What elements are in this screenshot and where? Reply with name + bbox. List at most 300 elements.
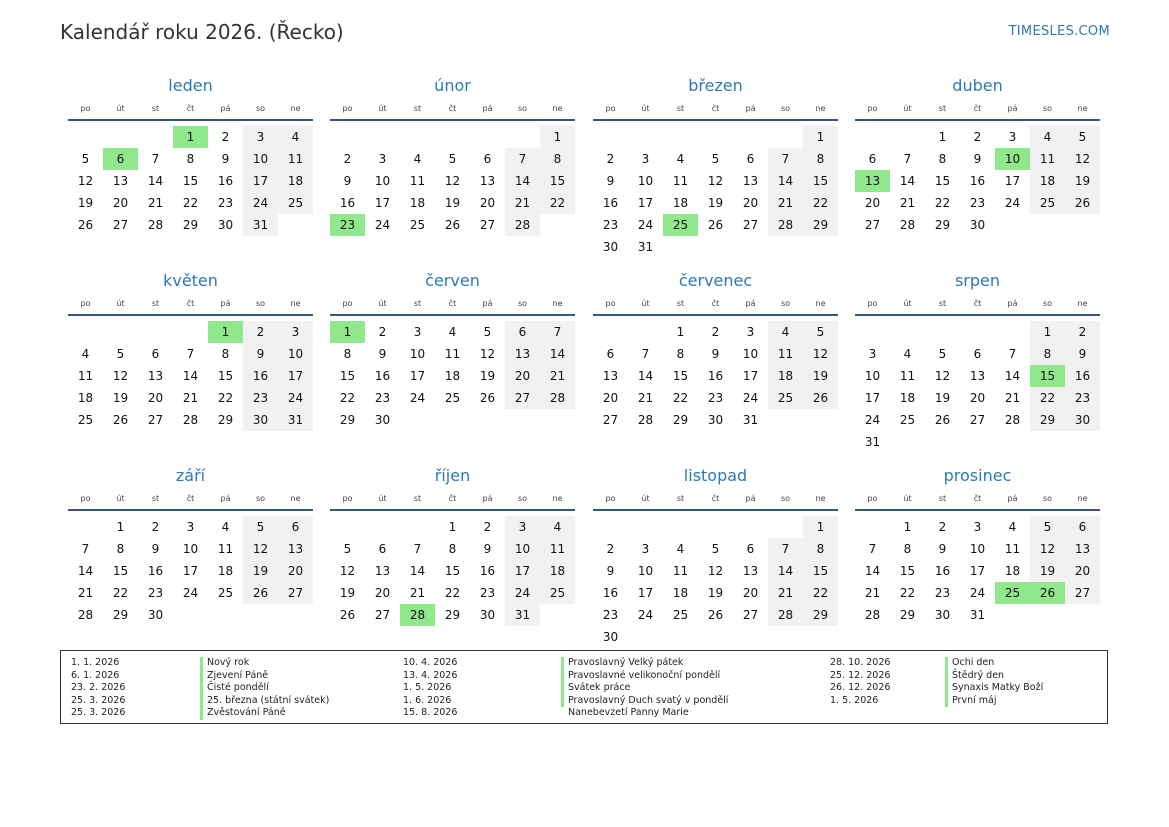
weekday-label: so — [1042, 299, 1053, 308]
month-4 — [68, 269, 313, 431]
empty-cell — [330, 126, 365, 148]
empty-cell — [1065, 604, 1100, 626]
empty-cell — [1030, 214, 1065, 236]
weekday-label: út — [378, 104, 387, 113]
empty-cell — [855, 516, 890, 538]
empty-cell — [628, 126, 663, 148]
month-name: květen — [163, 271, 218, 290]
day-cell: 26 — [77, 218, 94, 232]
holiday-day-cell: 23 — [330, 214, 365, 236]
weekday-label: pá — [220, 494, 231, 503]
day-cell: 31 — [243, 214, 278, 236]
day-cell: 27 — [479, 218, 496, 232]
legend-holiday-name: Zjevení Páně — [200, 670, 329, 683]
empty-cell — [540, 409, 575, 431]
weekday-label: čt — [711, 494, 720, 503]
day-cell: 14 — [409, 564, 426, 578]
day-cell: 7 — [151, 152, 160, 166]
day-cell: 30 — [217, 218, 234, 232]
day-cell: 23 — [969, 196, 986, 210]
day-cell: 9 — [606, 564, 615, 578]
day-cell: 13 — [147, 369, 164, 383]
day-cell: 31 — [505, 604, 540, 626]
day-cell: 4 — [1008, 520, 1017, 534]
legend-holiday-name: 25. března (státní svátek) — [200, 695, 329, 708]
legend-holiday-name: Pravoslavné velikonoční pondělí — [561, 670, 728, 683]
day-cell: 20 — [602, 391, 619, 405]
legend-date: 1. 5. 2026 — [830, 694, 879, 706]
weekday-label: pá — [1007, 104, 1018, 113]
day-cell: 27 — [147, 413, 164, 427]
day-cell: 21 — [409, 586, 426, 600]
day-cell: 6 — [378, 542, 387, 556]
day-cell: 24 — [243, 192, 278, 214]
empty-cell — [173, 604, 208, 626]
day-cell: 16 — [969, 174, 986, 188]
day-cell: 19 — [1065, 170, 1100, 192]
weekday-label: čt — [711, 104, 720, 113]
day-cell: 10 — [182, 542, 199, 556]
day-cell: 21 — [147, 196, 164, 210]
weekday-label: so — [780, 299, 791, 308]
day-cell: 26 — [934, 413, 951, 427]
day-cell: 16 — [217, 174, 234, 188]
weekday-label: ne — [1077, 299, 1088, 308]
day-cell: 7 — [641, 347, 650, 361]
day-cell: 7 — [903, 152, 912, 166]
day-cell: 14 — [182, 369, 199, 383]
day-grid — [330, 316, 575, 431]
day-cell: 13 — [479, 174, 496, 188]
day-cell: 6 — [505, 321, 540, 343]
legend-names-col-2 — [561, 657, 728, 720]
day-cell: 8 — [343, 347, 352, 361]
day-cell: 29 — [217, 413, 234, 427]
legend-date: 1. 6. 2026 — [403, 694, 452, 706]
day-cell: 21 — [768, 192, 803, 214]
day-cell: 31 — [969, 608, 986, 622]
weekday-label: st — [938, 494, 947, 503]
day-cell: 7 — [768, 148, 803, 170]
day-cell: 15 — [444, 564, 461, 578]
day-cell: 19 — [243, 560, 278, 582]
day-cell: 13 — [1065, 538, 1100, 560]
day-cell: 14 — [864, 564, 881, 578]
day-cell: 12 — [339, 564, 356, 578]
empty-cell — [803, 409, 838, 431]
day-cell: 2 — [606, 542, 615, 556]
legend-date: 1. 5. 2026 — [403, 682, 452, 694]
empty-cell — [960, 431, 995, 453]
day-cell: 8 — [221, 347, 230, 361]
day-cell: 20 — [479, 196, 496, 210]
day-cell: 1 — [938, 130, 947, 144]
day-cell: 18 — [768, 365, 803, 387]
day-cell: 31 — [637, 240, 654, 254]
empty-cell — [1030, 431, 1065, 453]
day-cell: 7 — [768, 538, 803, 560]
weekday-label: ne — [290, 299, 301, 308]
day-cell: 11 — [278, 148, 313, 170]
weekday-label: pá — [1007, 494, 1018, 503]
empty-cell — [803, 236, 838, 258]
day-cell: 18 — [672, 196, 689, 210]
weekday-label: pá — [745, 104, 756, 113]
day-cell: 21 — [864, 586, 881, 600]
day-cell: 10 — [637, 174, 654, 188]
day-cell: 10 — [374, 174, 391, 188]
empty-cell — [995, 431, 1030, 453]
empty-cell — [698, 236, 733, 258]
weekday-header — [330, 293, 575, 316]
day-cell: 10 — [969, 542, 986, 556]
weekday-label: po — [605, 299, 616, 308]
holiday-day-cell: 25 — [663, 214, 698, 236]
empty-cell — [138, 321, 173, 343]
day-cell: 22 — [339, 391, 356, 405]
weekday-label: út — [903, 494, 912, 503]
weekday-label: po — [867, 299, 878, 308]
weekday-label: čt — [711, 299, 720, 308]
empty-cell — [663, 126, 698, 148]
weekday-header — [593, 488, 838, 511]
month-3 — [855, 74, 1100, 236]
day-cell: 19 — [112, 391, 129, 405]
weekday-label: út — [378, 299, 387, 308]
empty-cell — [995, 321, 1030, 343]
legend-date: 10. 4. 2026 — [403, 657, 458, 668]
day-cell: 1 — [903, 520, 912, 534]
day-cell: 30 — [602, 240, 619, 254]
empty-cell — [768, 126, 803, 148]
month-name: červen — [425, 271, 480, 290]
day-cell: 19 — [707, 196, 724, 210]
day-cell: 22 — [182, 196, 199, 210]
day-cell: 14 — [637, 369, 654, 383]
day-cell: 22 — [934, 196, 951, 210]
day-cell: 27 — [742, 218, 759, 232]
day-cell: 5 — [1030, 516, 1065, 538]
legend-date: 6. 1. 2026 — [71, 669, 120, 681]
day-cell: 19 — [707, 586, 724, 600]
weekday-label: ne — [1077, 494, 1088, 503]
weekday-label: út — [378, 494, 387, 503]
day-cell: 18 — [1030, 170, 1065, 192]
day-cell: 23 — [707, 391, 724, 405]
day-grid — [330, 121, 575, 236]
weekday-label: po — [80, 104, 91, 113]
day-cell: 18 — [278, 170, 313, 192]
day-cell: 26 — [479, 391, 496, 405]
empty-cell — [435, 126, 470, 148]
day-cell: 11 — [444, 347, 461, 361]
day-cell: 27 — [864, 218, 881, 232]
empty-cell — [505, 126, 540, 148]
day-cell: 20 — [112, 196, 129, 210]
empty-cell — [663, 626, 698, 648]
weekday-header — [330, 488, 575, 511]
day-cell: 17 — [409, 369, 426, 383]
day-cell: 5 — [448, 152, 457, 166]
empty-cell — [1065, 431, 1100, 453]
weekday-label: čt — [973, 494, 982, 503]
legend-date: 1. 1. 2026 — [71, 657, 120, 668]
day-cell: 25 — [768, 387, 803, 409]
weekday-label: čt — [448, 104, 457, 113]
weekday-label: út — [903, 299, 912, 308]
empty-cell — [330, 516, 365, 538]
day-cell: 17 — [637, 586, 654, 600]
brand-link[interactable]: TIMESLES.COM — [1008, 24, 1110, 39]
legend-holiday-name: Štědrý den — [945, 670, 1043, 683]
legend-holiday-name: Nový rok — [200, 657, 329, 670]
legend-dates-col-2 — [403, 657, 457, 720]
day-cell: 22 — [803, 582, 838, 604]
day-cell: 25 — [899, 413, 916, 427]
day-cell: 24 — [969, 586, 986, 600]
day-cell: 7 — [413, 542, 422, 556]
empty-cell — [925, 321, 960, 343]
day-cell: 2 — [151, 520, 160, 534]
day-cell: 6 — [1065, 516, 1100, 538]
weekday-label: po — [342, 104, 353, 113]
day-cell: 26 — [803, 387, 838, 409]
legend-names-col-3 — [945, 657, 1043, 707]
weekday-label: so — [780, 104, 791, 113]
weekday-label: po — [342, 494, 353, 503]
day-cell: 16 — [339, 196, 356, 210]
day-cell: 29 — [899, 608, 916, 622]
holiday-day-cell: 1 — [173, 126, 208, 148]
day-cell: 17 — [243, 170, 278, 192]
day-cell: 5 — [483, 325, 492, 339]
weekday-label: po — [80, 494, 91, 503]
day-cell: 15 — [899, 564, 916, 578]
empty-cell — [855, 126, 890, 148]
day-cell: 16 — [707, 369, 724, 383]
day-cell: 10 — [409, 347, 426, 361]
day-cell: 11 — [217, 542, 234, 556]
day-cell: 4 — [768, 321, 803, 343]
empty-cell — [173, 321, 208, 343]
month-1 — [330, 74, 575, 236]
day-cell: 7 — [868, 542, 877, 556]
empty-cell — [470, 409, 505, 431]
month-name: březen — [688, 76, 743, 95]
weekday-label: út — [641, 494, 650, 503]
day-cell: 28 — [147, 218, 164, 232]
day-cell: 18 — [540, 560, 575, 582]
day-cell: 21 — [1004, 391, 1021, 405]
day-cell: 27 — [969, 413, 986, 427]
empty-cell — [103, 126, 138, 148]
day-cell: 22 — [672, 391, 689, 405]
weekday-label: ne — [815, 299, 826, 308]
day-cell: 8 — [448, 542, 457, 556]
legend-holiday-name: Pravoslavný Duch svatý v pondělí — [561, 695, 728, 708]
weekday-label: so — [255, 299, 266, 308]
day-cell: 11 — [899, 369, 916, 383]
day-cell: 16 — [243, 365, 278, 387]
day-cell: 27 — [112, 218, 129, 232]
day-cell: 26 — [339, 608, 356, 622]
day-cell: 7 — [540, 321, 575, 343]
month-name: prosinec — [943, 466, 1012, 485]
weekday-label: po — [867, 104, 878, 113]
day-cell: 25 — [217, 586, 234, 600]
day-cell: 14 — [768, 170, 803, 192]
day-cell: 9 — [151, 542, 160, 556]
day-cell: 5 — [243, 516, 278, 538]
empty-cell — [768, 626, 803, 648]
day-grid — [330, 511, 575, 626]
day-cell: 14 — [899, 174, 916, 188]
day-cell: 3 — [868, 347, 877, 361]
empty-cell — [698, 126, 733, 148]
day-cell: 28 — [540, 387, 575, 409]
weekday-label: pá — [482, 104, 493, 113]
legend-date: 28. 10. 2026 — [830, 657, 891, 668]
weekday-label: pá — [220, 104, 231, 113]
day-grid — [68, 511, 313, 626]
month-0 — [68, 74, 313, 236]
empty-cell — [593, 126, 628, 148]
day-cell: 16 — [602, 586, 619, 600]
day-cell: 29 — [182, 218, 199, 232]
day-cell: 18 — [444, 369, 461, 383]
weekday-label: st — [151, 494, 160, 503]
legend-holiday-name: Synaxis Matky Boží — [945, 682, 1043, 695]
month-name: říjen — [434, 466, 471, 485]
day-cell: 27 — [278, 582, 313, 604]
day-cell: 16 — [1065, 365, 1100, 387]
day-cell: 14 — [540, 343, 575, 365]
weekday-header — [330, 98, 575, 121]
weekday-label: po — [80, 299, 91, 308]
day-cell: 20 — [742, 586, 759, 600]
month-10 — [593, 464, 838, 648]
day-cell: 26 — [707, 218, 724, 232]
empty-cell — [208, 604, 243, 626]
empty-cell — [138, 126, 173, 148]
empty-cell — [890, 321, 925, 343]
day-cell: 10 — [864, 369, 881, 383]
weekday-label: čt — [973, 299, 982, 308]
day-cell: 12 — [707, 564, 724, 578]
day-cell: 17 — [278, 365, 313, 387]
empty-cell — [593, 516, 628, 538]
weekday-label: ne — [290, 494, 301, 503]
holiday-legend — [60, 650, 1108, 724]
day-cell: 8 — [803, 538, 838, 560]
day-grid — [68, 121, 313, 236]
empty-cell — [278, 604, 313, 626]
day-cell: 14 — [77, 564, 94, 578]
holiday-day-cell: 25 — [995, 582, 1030, 604]
weekday-label: ne — [290, 104, 301, 113]
day-cell: 7 — [81, 542, 90, 556]
legend-holiday-name: Pravoslavný Velký pátek — [561, 657, 728, 670]
legend-names-col-1 — [200, 657, 329, 720]
day-cell: 22 — [1030, 387, 1065, 409]
day-cell: 19 — [1030, 560, 1065, 582]
day-cell: 9 — [243, 343, 278, 365]
day-cell: 6 — [483, 152, 492, 166]
empty-cell — [995, 604, 1030, 626]
day-cell: 24 — [637, 608, 654, 622]
day-cell: 30 — [1065, 409, 1100, 431]
day-cell: 11 — [540, 538, 575, 560]
day-cell: 20 — [969, 391, 986, 405]
day-cell: 25 — [444, 391, 461, 405]
day-cell: 2 — [973, 130, 982, 144]
day-cell: 18 — [217, 564, 234, 578]
weekday-label: čt — [448, 299, 457, 308]
day-cell: 8 — [903, 542, 912, 556]
empty-cell — [628, 626, 663, 648]
day-cell: 24 — [374, 218, 391, 232]
day-cell: 16 — [147, 564, 164, 578]
month-9 — [330, 464, 575, 626]
day-cell: 17 — [182, 564, 199, 578]
month-7 — [855, 269, 1100, 453]
day-cell: 25 — [278, 192, 313, 214]
day-cell: 2 — [221, 130, 230, 144]
day-cell: 15 — [217, 369, 234, 383]
day-cell: 11 — [1030, 148, 1065, 170]
weekday-label: po — [605, 104, 616, 113]
day-cell: 2 — [243, 321, 278, 343]
day-cell: 28 — [505, 214, 540, 236]
holiday-day-cell: 28 — [400, 604, 435, 626]
day-cell: 5 — [938, 347, 947, 361]
day-cell: 4 — [903, 347, 912, 361]
day-cell: 30 — [479, 608, 496, 622]
day-cell: 24 — [742, 391, 759, 405]
day-cell: 12 — [444, 174, 461, 188]
legend-date: 13. 4. 2026 — [403, 669, 458, 681]
empty-cell — [400, 516, 435, 538]
weekday-header — [855, 98, 1100, 121]
day-cell: 12 — [803, 343, 838, 365]
day-cell: 9 — [711, 347, 720, 361]
day-cell: 10 — [505, 538, 540, 560]
day-cell: 2 — [711, 325, 720, 339]
weekday-label: ne — [552, 104, 563, 113]
day-cell: 6 — [973, 347, 982, 361]
day-cell: 31 — [278, 409, 313, 431]
day-cell: 22 — [112, 586, 129, 600]
day-cell: 29 — [934, 218, 951, 232]
day-cell: 9 — [221, 152, 230, 166]
day-cell: 17 — [969, 564, 986, 578]
day-cell: 12 — [707, 174, 724, 188]
day-cell: 25 — [77, 413, 94, 427]
day-cell: 26 — [1065, 192, 1100, 214]
day-cell: 4 — [81, 347, 90, 361]
weekday-label: st — [413, 299, 422, 308]
day-cell: 26 — [243, 582, 278, 604]
weekday-label: st — [676, 299, 685, 308]
day-cell: 1 — [116, 520, 125, 534]
day-cell: 15 — [112, 564, 129, 578]
weekday-header — [855, 293, 1100, 316]
day-cell: 1 — [1030, 321, 1065, 343]
day-cell: 4 — [448, 325, 457, 339]
empty-cell — [768, 236, 803, 258]
day-cell: 1 — [448, 520, 457, 534]
day-cell: 13 — [112, 174, 129, 188]
